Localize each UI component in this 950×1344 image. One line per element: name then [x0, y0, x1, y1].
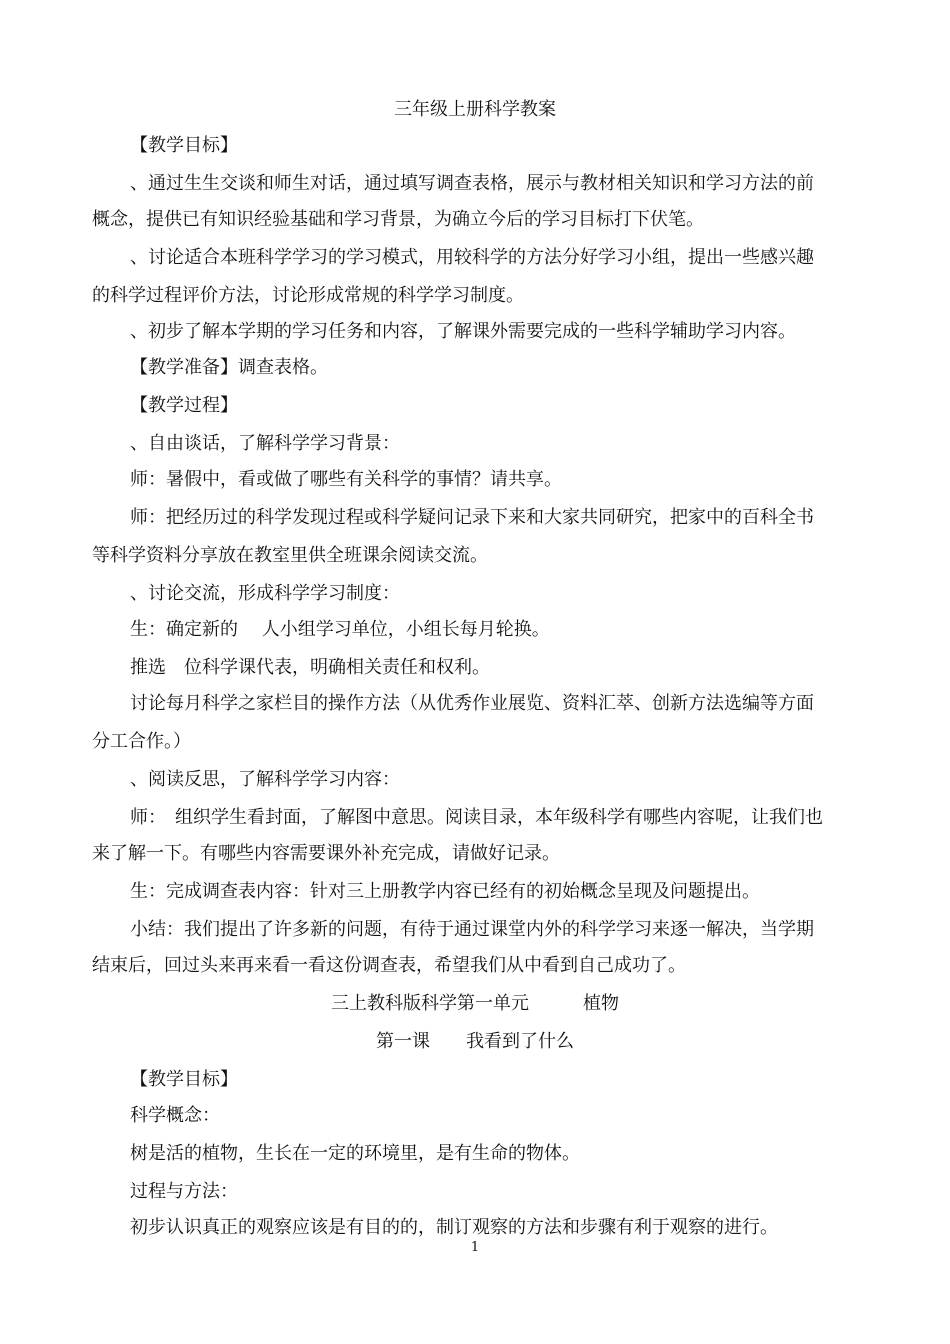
teacher-line-1: 师：暑假中，看或做了哪些有关科学的事情？请共享。: [130, 469, 562, 490]
process-step-1: 、自由谈话，了解科学学习背景：: [130, 433, 400, 454]
process-step-3: 、阅读反思，了解科学学习内容：: [130, 769, 400, 790]
lesson-heading: 第一课 我看到了什么: [376, 1031, 574, 1052]
science-concept-text: 树是活的植物，生长在一定的环境里，是有生命的物体。: [130, 1143, 580, 1164]
goal-2-line-1: 、讨论适合本班科学学习的学习模式，用较科学的方法分好学习小组，提出一些感兴趣: [130, 247, 814, 268]
process-method-text: 初步认识真正的观察应该是有目的的，制订观察的方法和步骤有利于观察的进行。: [130, 1217, 778, 1238]
process-step-2: 、讨论交流，形成科学学习制度：: [130, 583, 400, 604]
section-preparation: 【教学准备】调查表格。: [130, 357, 328, 378]
lesson-goals-heading: 【教学目标】: [130, 1069, 238, 1090]
section-process-heading: 【教学过程】: [130, 395, 238, 416]
elect-representative-line: 推选 位科学课代表，明确相关责任和权利。: [130, 657, 490, 678]
summary-line-a: 小结：我们提出了许多新的问题，有待于通过课堂内外的科学学习来逐一解决，当学期: [130, 919, 814, 940]
summary-line-b: 结束后，回过头来再来看一看这份调查表，希望我们从中看到自己成功了。: [92, 955, 686, 976]
document-title: 三年级上册科学教案: [394, 99, 556, 120]
goal-3: 、初步了解本学期的学习任务和内容，了解课外需要完成的一些科学辅助学习内容。: [130, 321, 796, 342]
discussion-line-b: 分工合作。）: [92, 731, 191, 752]
teacher-line-2a: 师：把经历过的科学发现过程或科学疑问记录下来和大家共同研究，把家中的百科全书: [130, 507, 814, 528]
science-concept-label: 科学概念：: [130, 1105, 220, 1126]
student-line-2: 生：完成调查表内容：针对三上册教学内容已经有的初始概念呈现及问题提出。: [130, 881, 760, 902]
unit-heading: 三上教科版科学第一单元 植物: [331, 993, 619, 1014]
student-line-1: 生：确定新的 人小组学习单位，小组长每月轮换。: [130, 619, 550, 640]
process-method-label: 过程与方法：: [130, 1181, 238, 1202]
section-teaching-goals-heading: 【教学目标】: [130, 135, 238, 156]
goal-2-line-2: 的科学过程评价方法，讨论形成常规的科学学习制度。: [92, 285, 524, 306]
discussion-line-a: 讨论每月科学之家栏目的操作方法（从优秀作业展览、资料汇萃、创新方法选编等方面: [130, 693, 814, 714]
goal-1-line-2: 概念，提供已有知识经验基础和学习背景，为确立今后的学习目标打下伏笔。: [92, 209, 704, 230]
teacher-line-2b: 等科学资料分享放在教室里供全班课余阅读交流。: [92, 545, 488, 566]
page-number: 1: [470, 1240, 480, 1255]
teacher-line-3b: 来了解一下。有哪些内容需要课外补充完成，请做好记录。: [92, 843, 560, 864]
goal-1-line-1: 、通过生生交谈和师生对话，通过填写调查表格，展示与教材相关知识和学习方法的前: [130, 173, 814, 194]
teacher-line-3a: 师： 组织学生看封面，了解图中意思。阅读目录，本年级科学有哪些内容呢，让我们也: [130, 807, 823, 828]
